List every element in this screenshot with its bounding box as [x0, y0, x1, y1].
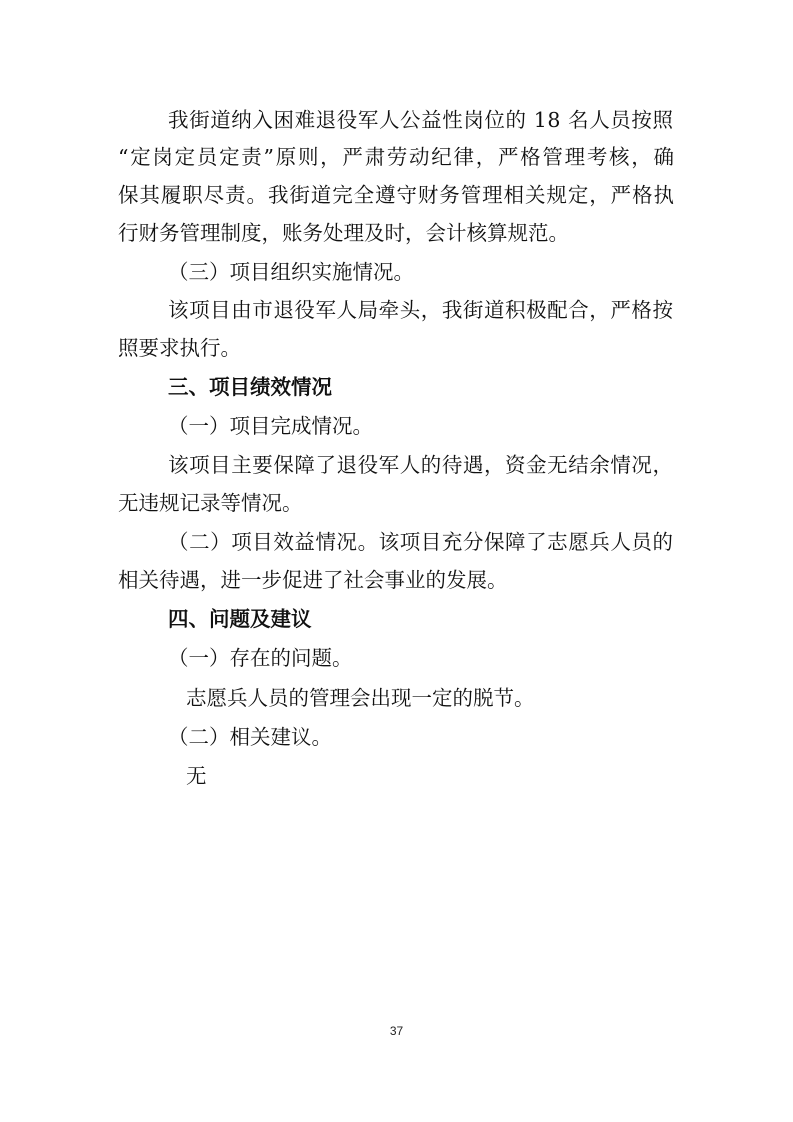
paragraph-line: 无	[186, 764, 207, 788]
paragraph-line: 行财务管理制度，账务处理及时，会计核算规范。	[118, 221, 569, 245]
section-heading: 四、问题及建议	[168, 607, 312, 631]
paragraph-line: 我街道纳入困难退役军人公益性岗位的 18 名人员按照	[168, 108, 674, 132]
section-subheading: （一）存在的问题。	[168, 646, 353, 670]
section-subheading: （二）相关建议。	[168, 725, 332, 749]
paragraph-line: 该项目主要保障了退役军人的待遇，资金无结余情况，	[168, 453, 674, 477]
section-subheading: （二）项目效益情况。该项目充分保障了志愿兵人员的	[168, 530, 674, 554]
section-heading: 三、项目绩效情况	[168, 375, 332, 399]
paragraph-line: 保其履职尽责。我街道完全遵守财务管理相关规定，严格执	[118, 183, 675, 207]
section-subheading: （三）项目组织实施情况。	[168, 260, 414, 284]
paragraph-line: 该项目由市退役军人局牵头，我街道积极配合，严格按	[168, 298, 674, 322]
paragraph-line: “定岗定员定责”原则，严肃劳动纪律，严格管理考核，确	[118, 145, 676, 169]
paragraph-line: 志愿兵人员的管理会出现一定的脱节。	[186, 686, 535, 710]
paragraph-line: 相关待遇，进一步促进了社会事业的发展。	[118, 568, 508, 592]
section-subheading: （一）项目完成情况。	[168, 414, 373, 438]
paragraph-line: 无违规记录等情况。	[118, 491, 303, 515]
paragraph-line: 照要求执行。	[118, 336, 241, 360]
page-number: 37	[389, 1024, 404, 1038]
